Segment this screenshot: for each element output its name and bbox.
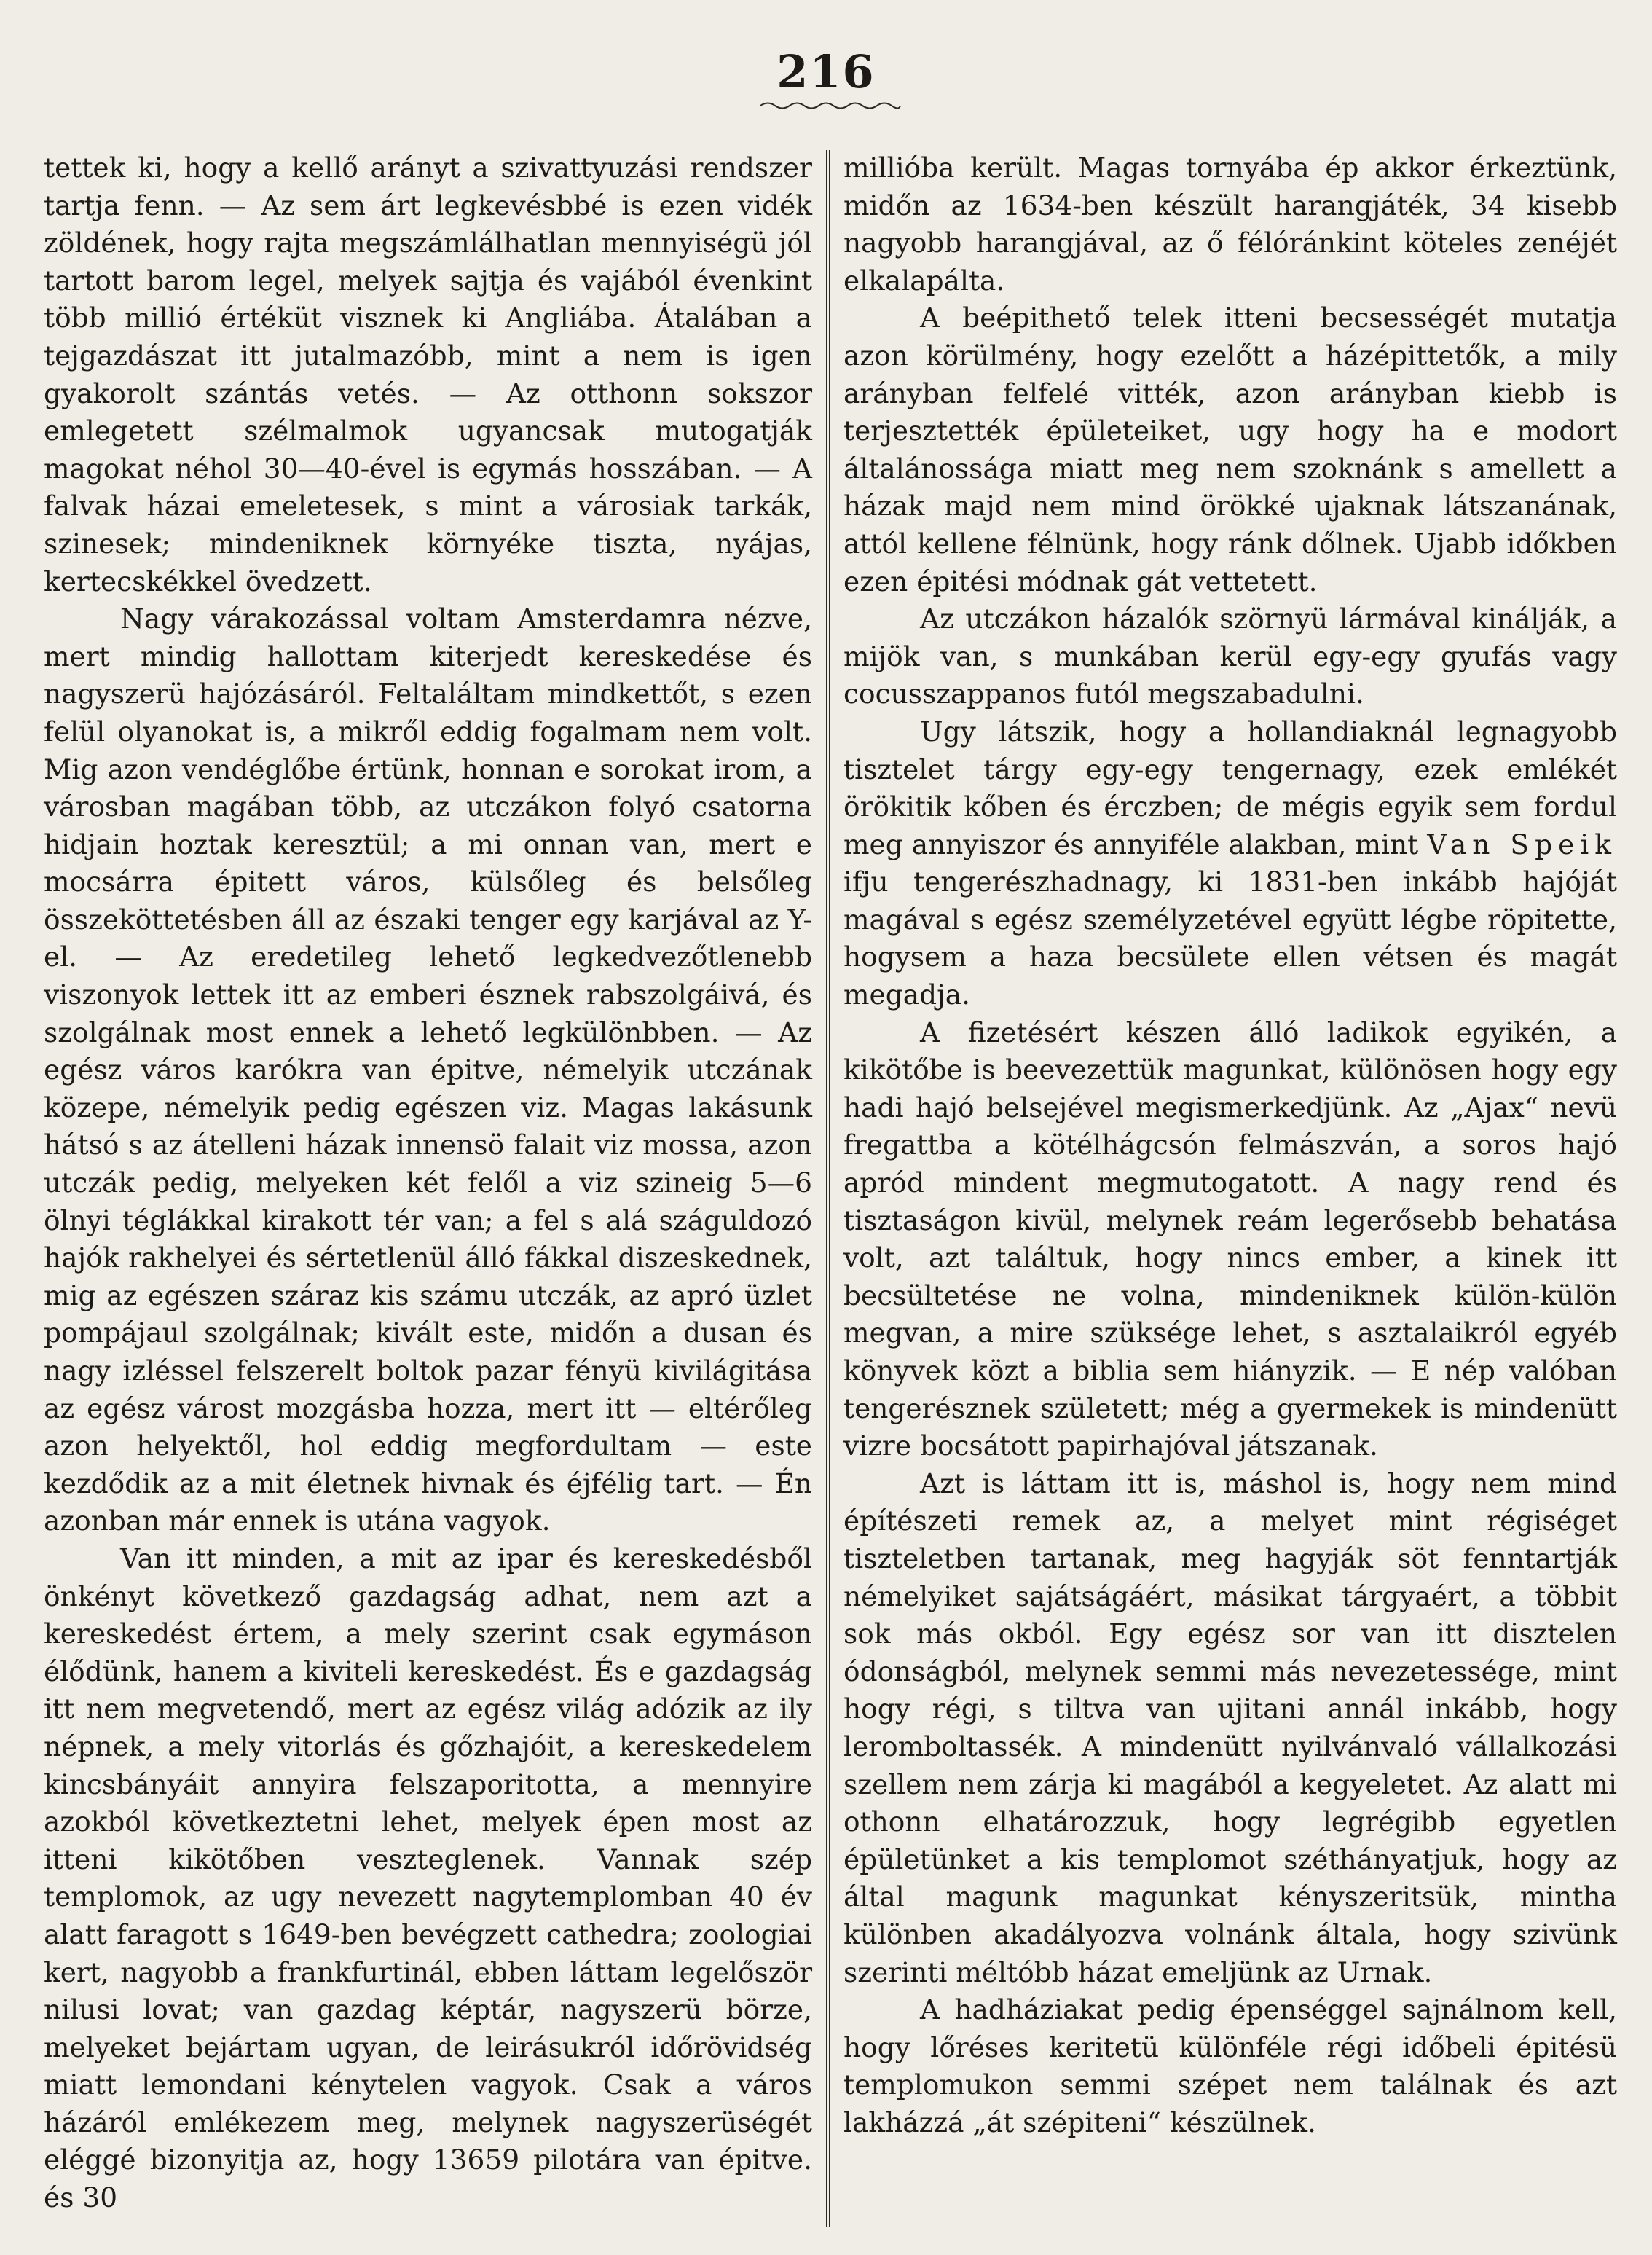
ornament-rule <box>759 101 902 111</box>
paragraph: Azt is láttam itt is, máshol is, hogy nem mind építészeti remek az, a melyet mint régiséget tiszteletben tartanak, meg hagyják söt fenntartják némelyiket sajátságáért, másikat tárgyaért, a többit sok más okból. Egy egész sor van itt disztelen ódonságból, melynek semmi más nevezetessége, mint hogy régi, s tiltva van ujitani annál inkább, hogy leromboltassék. A mindenütt nyilvánvaló vállalkozási szellem nem zárja ki magából a kegyeletet. Az alatt mi othonn elhatározzuk, hogy legrégibb egyetlen épületünket a kis templomot széthányatjuk, hogy az által magunk magunkat kényszeritsük, mintha különben akadályozva volnánk általa, hogy szivünk szerinti méltóbb házat emeljünk az Urnak. <box>843 1467 1617 1988</box>
column-divider <box>826 150 830 2227</box>
paragraph: A beépithető telek itteni becsességét mutatja azon körülmény, hogy ezelőtt a házépittetők, a mily arányban felfelé vitték, azon arányban kiebb is terjesztették épületeiket, ugy hogy ha e modort általánossága miatt meg nem szoknánk s amellett a házak majd nem mind örökké ujaknak látszanának, attól kellene félnünk, hogy ránk dőlnek. Ujabb időkben ezen épitési módnak gát vettetett. <box>843 302 1617 597</box>
paragraph: Az utczákon házalók szörnyü lármával kinálják, a mijök van, s munkában kerül egy-egy gyufás vagy cocusszappanos futól megszabadulni. <box>843 603 1617 710</box>
person-name: Van Speik <box>1427 828 1618 860</box>
paragraph: millióba került. Magas tornyába ép akkor érkeztünk, midőn az 1634-ben készült harangjáték, 34 kisebb nagyobb harangjával, az ő félóránkint köteles zenéjét elkalapálta. <box>843 152 1617 297</box>
page-number: 216 <box>776 45 876 98</box>
paragraph <box>843 713 1617 1014</box>
paragraph: tettek ki, hogy a kellő arányt a szivattyuzási rendszer tartja fenn. — Az sem árt legkevésbbé is ezen vidék zöldének, hogy rajta megszámlálhatlan mennyiségü jól tartott barom legel, melyek sajtja és vajából évenkint több millió értéküt visznek ki Angliába. Átalában a tejgazdászat itt jutalmazóbb, mint a nem is igen gyakorolt szántás vetés. — Az otthonn sokszor emlegetett szélmalmok ugyancsak mutogatják magokat néhol 30—40-ével is egymás hosszában. — A falvak házai emeletesek, s mint a városiak tarkák, szinesek; mindeniknek környéke tiszta, nyájas, kertecskékkel övedzett. <box>44 152 812 597</box>
paragraph: Nagy várakozással voltam Amsterdamra nézve, mert mindig hallottam kiterjedt kereskedése és nagyszerü hajózásáról. Feltaláltam mindkettőt, s ezen felül olyanokat is, a mikről eddig fogalmam nem volt. Mig azon vendéglőbe értünk, honnan e sorokat irom, a városban magában több, az utczákon folyó csatorna hidjain hoztak keresztül; a mi onnan van, mert e mocsárra épitett város, külsőleg és belsőleg összeköttetésben áll az északi tenger egy karjával az Y-el. — Az eredetileg lehető legkedvezőtlenebb viszonyok lettek itt az emberi észnek rabszolgáivá, és szolgálnak most ennek a lehető legkülönbben. — Az egész város karókra van épitve, némelyik utczának közepe, némelyik pedig egészen viz. Magas lakásunk hátsó s az átelleni házak innensö falait viz mossa, azon utczák pedig, melyeken két felől a viz szineig 5—6 ölnyi téglákkal kirakott tér van; a fel s alá száguldozó hajók rakhelyei és sértetlenül álló fákkal diszeskednek, mig az egészen száraz kis számu utczák, az apró üzlet pompájaul szolgálnak; kivált este, midőn a dusan és nagy izléssel felszerelt boltok pazar fényü kivilágitása az egész várost mozgásba hozza, mert itt — eltérőleg azon helyektől, hol eddig megfordultam — este kezdődik az a mit életnek hivnak és éjfélig tart. — Én azonban már ennek is utána vagyok. <box>44 603 812 1537</box>
paragraph: A fizetésért készen álló ladikok egyikén, a kikötőbe is beevezettük magunkat, különösen hogy egy hadi hajó belsejével megismerkedjünk. Az „Ajax“ nevü fregattba a kötélhágcsón felmászván, a soros hajó apród mindent megmutogatott. A nagy rend és tisztaságon kivül, melynek reám legerősebb behatása volt, azt találtuk, hogy nincs ember, a kinek itt becsültetése ne volna, mindeniknek külön-külön megvan, a mire szüksége lehet, s asztalaikról egyéb könyvek közt a biblia sem hiányzik. — E nép valóban tengerésznek született; még a gyermekek is mindenütt vizre bocsátott papirhajóval játszanak. <box>843 1016 1617 1462</box>
right-column <box>843 149 1617 2141</box>
left-column <box>44 149 812 2217</box>
paragraph: A hadháziakat pedig épenséggel sajnálnom kell, hogy lőréses keritetü különféle régi időbeli épitésü templomukon semmi szépet nem találnak és azt lakházzá „át szépiteni“ készülnek. <box>843 1993 1617 2138</box>
paragraph-text: ifju tengerészhadnagy, ki 1831-ben inkább hajóját magával s egész személyzetével együtt légbe röpitette, hogysem a haza becsülete ellen vétsen és magát megadja. <box>843 866 1617 1011</box>
paragraph: Van itt minden, a mit az ipar és kereskedésből önkényt következő gazdagság adhat, nem azt a kereskedést értem, a mely szerint csak egymáson élődünk, hanem a kiviteli kereskedést. És e gazdagság itt nem megvetendő, mert az egész világ adózik az ily népnek, a mely vitorlás és gőzhajóit, a kereskedelem kincsbányáit annyira felszaporitotta, a mennyire azokból következtetni lehet, melyek épen most az itteni kikötőben veszteglenek. Vannak szép templomok, az ugy nevezett nagytemplomban 40 év alatt faragott s 1649-ben bevégzett cathedra; zoologiai kert, nagyobb a frankfurtinál, ebben láttam legelőször nilusi lovat; van gazdag képtár, nagyszerü börze, melyeket bejártam ugyan, de leirásukról időrövidség miatt lemondani kénytelen vagyok. Csak a város házáról emlékezem meg, melynek nagyszerüségét eléggé bizonyitja az, hogy 13659 pilotára van épitve. és 30 <box>44 1542 812 2214</box>
paragraph-text: Ugy látszik, hogy a hollandiaknál legnagyobb tisztelet tárgy egy-egy tengernagy, ezek emlékét örökitik kőben és érczben; de mégis egyik sem fordul meg annyiszor és annyiféle alakban, mint <box>843 715 1617 860</box>
